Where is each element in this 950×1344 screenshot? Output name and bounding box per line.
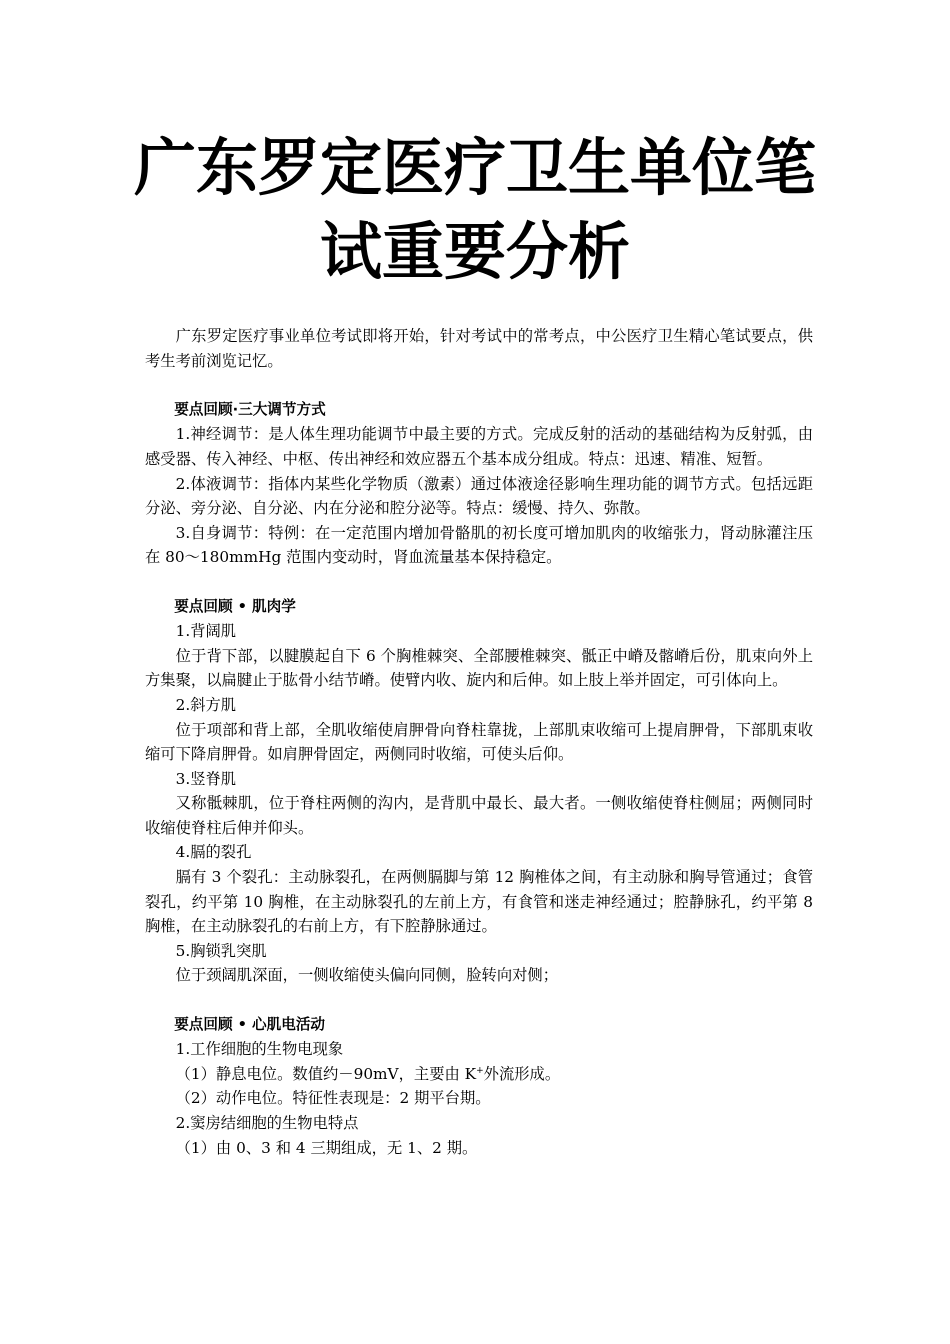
paragraph-diaphragm: 膈有 3 个裂孔：主动脉裂孔，在两侧膈脚与第 12 胸椎体之间，有主动脉和胸导管通过；食管裂孔，约平第 10 胸椎，在主动脉裂孔的左前上方，有食管和迷走神经通过；腔静脉孔，约平第 8 胸椎，在主动脉裂孔的右前上方，有下腔静脉通过。 <box>145 868 813 936</box>
section-heading-regulation: 要点回顾·三大调节方式 <box>174 400 326 418</box>
item-sinoatrial-phases: （1）由 0、3 和 4 三期组成，无 1、2 期。 <box>175 1138 478 1157</box>
subheading-sinoatrial: 2.窦房结细胞的生物电特点 <box>175 1114 359 1132</box>
document-body <box>145 324 813 1160</box>
paragraph-humoral-regulation: 2.体液调节：指体内某些化学物质（激素）通过体液途径影响生理功能的调节方式。包括远距分泌、旁分泌、自分泌、内在分泌和腔分泌等。特点：缓慢、持久、弥散。 <box>145 474 813 518</box>
paragraph-neural-regulation: 1.神经调节：是人体生理功能调节中最主要的方式。完成反射的活动的基础结构为反射弧，由感受器、传入神经、中枢、传出神经和效应器五个基本成分组成。特点：迅速、精准、短暂。 <box>145 425 813 468</box>
subheading-working-cells: 1.工作细胞的生物电现象 <box>175 1040 344 1059</box>
resting-potential-text-end: 外流形成。 <box>483 1064 561 1083</box>
section-heading-muscles: 要点回顾 • 肌肉学 <box>174 597 296 615</box>
paragraph-auto-regulation: 3.自身调节：特例：在一定范围内增加骨骼肌的初长度可增加肌肉的收缩张力，肾动脉灌注压在 80～180mmHg 范围内变动时，肾血流量基本保持稳定。 <box>145 523 813 567</box>
paragraph-latissimus: 位于背下部，以腱膜起自下 6 个胸椎棘突、全部腰椎棘突、骶正中嵴及髂嵴后份，肌束向外上方集聚，以扁腱止于肱骨小结节嵴。使臂内收、旋内和后伸。如上肢上举并固定，可引体向上。 <box>145 646 813 690</box>
item-resting-potential <box>145 1062 813 1087</box>
document-title <box>130 126 820 294</box>
subheading-sternocleidomastoid: 5.胸锁乳突肌 <box>175 941 267 960</box>
intro-paragraph: 广东罗定医疗事业单位考试即将开始，针对考试中的常考点，中公医疗卫生精心笔试要点，供考生考前浏览记忆。 <box>145 327 813 370</box>
section-heading-cardiac: 要点回顾 • 心肌电活动 <box>174 1015 326 1033</box>
item-action-potential: （2）动作电位。特征性表现是：2 期平台期。 <box>175 1089 491 1108</box>
subheading-latissimus: 1.背阔肌 <box>175 622 237 641</box>
title-line-2: 试重要分析 <box>319 215 630 288</box>
paragraph-sternocleidomastoid: 位于颈阔肌深面，一侧收缩使头偏向同侧，脸转向对侧； <box>175 966 559 985</box>
paragraph-erector-spinae: 又称骶棘肌，位于脊柱两侧的沟内，是背肌中最长、最大者。一侧收缩使脊柱侧屈；两侧同时收缩使脊柱后伸并仰头。 <box>145 794 813 837</box>
resting-potential-text: （1）静息电位。数值约－90mV，主要由 K <box>175 1064 477 1083</box>
subheading-erector-spinae: 3.竖脊肌 <box>175 769 237 788</box>
title-line-1: 广东罗定医疗卫生单位笔 <box>133 131 816 204</box>
potassium-superscript: + <box>476 1065 484 1076</box>
paragraph-trapezius: 位于项部和背上部，全肌收缩使肩胛骨向脊柱靠拢，上部肌束收缩可上提肩胛骨，下部肌束收缩可下降肩胛骨。如肩胛骨固定，两侧同时收缩，可使头后仰。 <box>145 720 813 764</box>
subheading-trapezius: 2.斜方肌 <box>175 695 237 714</box>
subheading-diaphragm: 4.膈的裂孔 <box>175 843 252 862</box>
